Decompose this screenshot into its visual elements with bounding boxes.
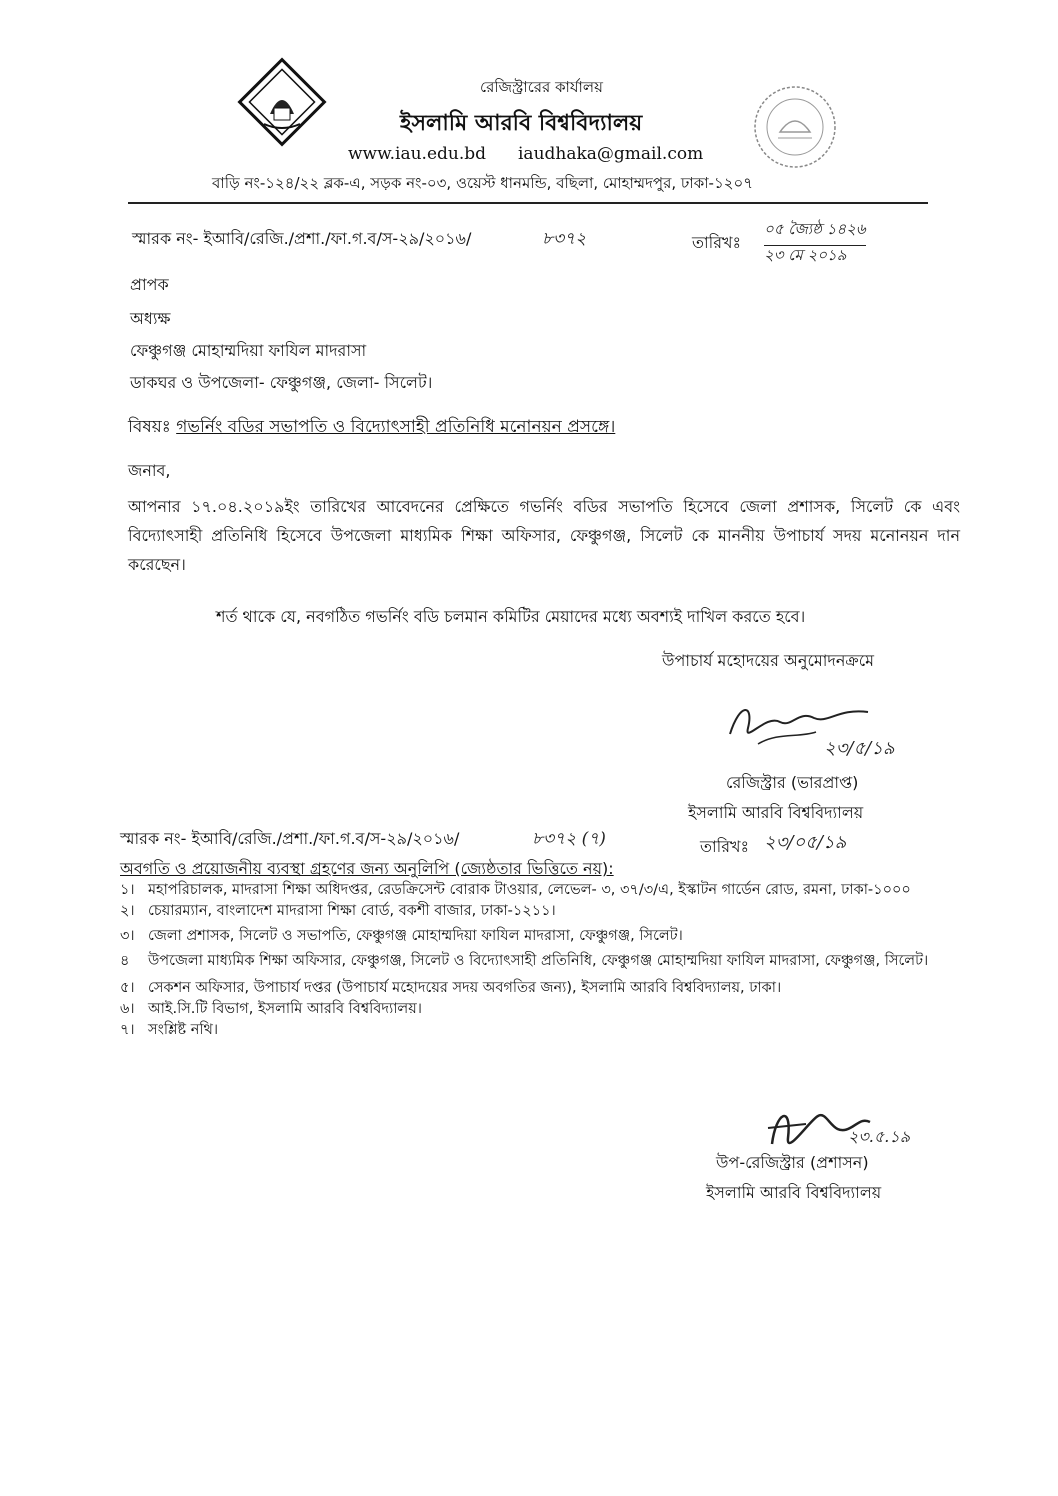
registrar-org: ইসলামি আরবি বিশ্ববিদ্যালয় (688, 803, 864, 822)
email-link[interactable]: iaudhaka@gmail.com (518, 144, 704, 164)
list-item-number: ৫। (120, 980, 135, 996)
list-item-text: মহাপরিচালক, মাদরাসা শিক্ষা অধিদপ্তর, রেডক্রিসেন্ট বোরাক টাওয়ার, লেভেল- ৩, ৩৭/৩/এ, ইস্কাটন গার্ডেন রোড, রমনা, ঢাকা-১০০০ (148, 882, 911, 898)
body-paragraph-2: শর্ত থাকে যে, নবগঠিত গভর্নিং বডি চলমান কমিটির মেয়াদের মধ্যে অবশ্যই দাখিল করতে হবে। (216, 607, 806, 626)
list-item-text: আই.সি.টি বিভাগ, ইসলামি আরবি বিশ্ববিদ্যালয়। (148, 1001, 422, 1017)
letterhead-address: বাড়ি নং-১২৪/২২ ব্লক-এ, সড়ক নং-০৩, ওয়েস্ট ধানমন্ডি, বছিলা, মোহাম্মদপুর, ঢাকা-১২০৭ (212, 174, 753, 192)
university-logo (232, 52, 332, 152)
list-item (120, 999, 1020, 1020)
office-title: রেজিস্ট্রারের কার্যালয় (480, 78, 603, 96)
list-item-text: সংশ্লিষ্ট নথি। (148, 1022, 219, 1038)
copy-list (120, 880, 1020, 1041)
header-rule (128, 202, 928, 204)
website-link[interactable]: www.iau.edu.bd (348, 144, 487, 164)
list-item (120, 901, 1020, 922)
list-item-text: উপজেলা মাধ্যমিক শিক্ষা অফিসার, ফেঞ্চুগঞ্জ, সিলেট ও বিদ্যোৎসাহী প্রতিনিধি, ফেঞ্চুগঞ্জ মোহাম্মদিয়া ফাযিল মাদরাসা, ফেঞ্চুগঞ্জ, সিলেট। (148, 953, 929, 969)
copy-heading: অবগতি ও প্রয়োজনীয় ব্যবস্থা গ্রহণের জন্য অনুলিপি (জ্যেষ্ঠতার ভিত্তিতে নয়): (120, 859, 614, 878)
subject-label: বিষয়ঃ (128, 417, 171, 437)
list-item-text: জেলা প্রশাসক, সিলেট ও সভাপতি, ফেঞ্চুগঞ্জ মোহাম্মদিয়া ফাযিল মাদরাসা, ফেঞ্চুগঞ্জ, সিলেট। (148, 928, 683, 944)
university-seal (752, 84, 838, 170)
list-item-number: ৪ (120, 953, 130, 969)
registrar-designation: রেজিস্ট্রার (ভারপ্রাপ্ত) (726, 773, 859, 792)
copy-ref-label: স্মারক নং- ইআবি/রেজি./প্রশা./ফা.গ.ব/স-২৯/২০১৬/ (120, 829, 460, 848)
list-item-number: ২। (120, 903, 135, 919)
memo-date-bangla: ০৫ জ্যৈষ্ঠ ১৪২৬ (764, 218, 866, 246)
list-item-number: ৩। (120, 928, 135, 944)
memo-date-label: তারিখঃ (692, 233, 742, 252)
recipient-institution: ফেঞ্চুগঞ্জ মোহাম্মদিয়া ফাযিল মাদরাসা (130, 341, 367, 360)
memo-date: ২৩ মে ২০১৯ (764, 246, 847, 264)
deputy-org: ইসলামি আরবি বিশ্ববিদ্যালয় (706, 1183, 882, 1202)
recipient-address: ডাকঘর ও উপজেলা- ফেঞ্চুগঞ্জ, জেলা- সিলেট। (130, 373, 433, 392)
copy-ref-handwritten: ৮৩৭২ (৭) (532, 829, 606, 849)
list-item-number: ৭। (120, 1022, 135, 1038)
list-item (120, 1020, 1020, 1041)
list-item-number: ৬। (120, 1001, 135, 1017)
salutation: জনাব, (128, 461, 171, 480)
list-item (120, 880, 1020, 901)
subject-line (128, 414, 615, 442)
recipient-title: অধ্যক্ষ (130, 309, 171, 328)
copy-date: ২৩/০৫/১৯ (764, 832, 847, 853)
approval-line: উপাচার্য মহোদয়ের অনুমোদনক্রমে (662, 651, 875, 670)
registrar-signature-date: ২৩/৫/১৯ (824, 738, 895, 759)
recipient-label: প্রাপক (130, 275, 169, 294)
list-item (120, 951, 1020, 972)
university-name: ইসলামি আরবি বিশ্ববিদ্যালয় (400, 111, 643, 136)
memo-ref-label: স্মারক নং- ইআবি/রেজি./প্রশা./ফা.গ.ব/স-২৯/২০১৬/ (132, 229, 472, 248)
deputy-signature-date: ২৩.৫.১৯ (848, 1127, 911, 1146)
subject-text: গভর্নিং বডির সভাপতি ও বিদ্যোৎসাহী প্রতিনিধি মনোনয়ন প্রসঙ্গে। (176, 417, 616, 437)
copy-date-label: তারিখঃ (700, 837, 750, 856)
list-item (120, 978, 1020, 999)
memo-ref-handwritten: ৮৩৭২ (542, 229, 587, 249)
list-item-text: চেয়ারম্যান, বাংলাদেশ মাদরাসা শিক্ষা বোর্ড, বকশী বাজার, ঢাকা-১২১১। (148, 903, 556, 919)
deputy-designation: উপ-রেজিস্ট্রার (প্রশাসন) (716, 1153, 869, 1172)
list-item-number: ১। (120, 882, 135, 898)
body-paragraph-1: আপনার ১৭.০৪.২০১৯ইং তারিখের আবেদনের প্রেক্ষিতে গভর্নিং বডির সভাপতি হিসেবে জেলা প্রশাসক, সিলেট কে এবং বিদ্যোৎসাহী প্রতিনিধি হিসেবে উপজেলা মাধ্যমিক শিক্ষা অফিসার, ফেঞ্চুগঞ্জ, সিলেট কে মাননীয় উপাচার্য সদয় মনোনয়ন দান করেছেন। (128, 497, 960, 574)
list-item (120, 926, 1020, 947)
list-item-text: সেকশন অফিসার, উপাচার্য দপ্তর (উপাচার্য মহোদয়ের সদয় অবগতির জন্য), ইসলামি আরবি বিশ্ববিদ্যালয়, ঢাকা। (148, 980, 782, 996)
